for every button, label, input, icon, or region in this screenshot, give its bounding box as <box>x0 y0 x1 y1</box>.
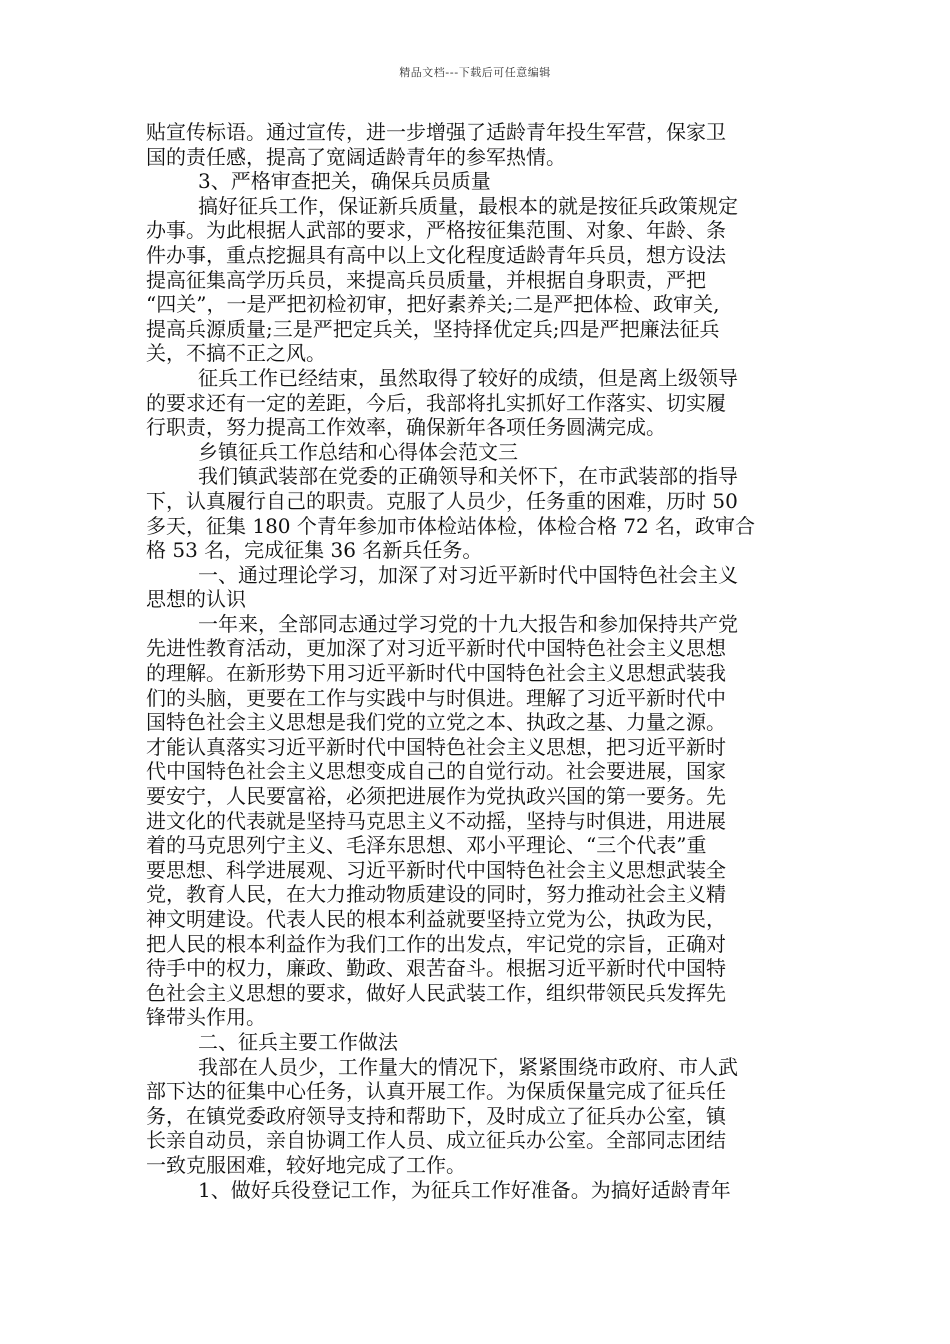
text-line: 件办事，重点挖掘具有高中以上文化程度适龄青年兵员，想方设法 <box>146 242 726 267</box>
text-line: 行职责，努力提高工作效率，确保新年各项任务圆满完成。 <box>146 415 666 440</box>
text-line: 要安宁，人民要富裕，必须把进展作为党执政兴国的第一要务。先 <box>146 784 726 809</box>
text-line: 国特色社会主义思想是我们党的立党之本、执政之基、力量之源。 <box>146 710 726 735</box>
text-line: 国的责任感，提高了宽阔适龄青年的参军热情。 <box>146 144 566 169</box>
text-line: 部下达的征集中心任务，认真开展工作。为保质保量完成了征兵任 <box>146 1079 726 1104</box>
text-line: 搞好征兵工作，保证新兵质量，最根本的就是按征兵政策规定 <box>198 193 738 218</box>
text-line: 把人民的根本利益作为我们工作的出发点，牢记党的宗旨，正确对 <box>146 931 726 956</box>
text-line: 思想的认识 <box>146 587 246 612</box>
text-line: 二、征兵主要工作做法 <box>198 1029 398 1054</box>
text-line: 3、严格审查把关，确保兵员质量 <box>198 169 491 194</box>
text-line: 多天，征集 180 个青年参加市体检站体检，体检合格 72 名，政审合 <box>146 513 756 538</box>
text-line: 着的马克思列宁主义、毛泽东思想、邓小平理论、“三个代表”重 <box>146 833 707 858</box>
text-line: 一致克服困难，较好地完成了工作。 <box>146 1152 466 1177</box>
text-line: 先进性教育活动，更加深了对习近平新时代中国特色社会主义思想 <box>146 636 726 661</box>
text-line: 关，不搞不正之风。 <box>146 341 326 366</box>
text-line: 们的头脑，更要在工作与实践中与时俱进。理解了习近平新时代中 <box>146 685 726 710</box>
text-line: 格 53 名，完成征集 36 名新兵任务。 <box>146 538 483 563</box>
page-header: 精品文档---下载后可任意编辑 <box>399 66 551 79</box>
text-line: 锋带头作用。 <box>146 1005 266 1030</box>
text-line: 1、做好兵役登记工作，为征兵工作好准备。为搞好适龄青年 <box>198 1177 731 1202</box>
text-line: 提高征集高学历兵员，来提高兵员质量，并根据自身职责，严把 <box>146 267 706 292</box>
text-line: “四关”，一是严把初检初审，把好素养关;二是严把体检、政审关, <box>146 292 720 317</box>
text-line: 征兵工作已经结束，虽然取得了较好的成绩，但是离上级领导 <box>198 365 738 390</box>
text-line: 待手中的权力，廉政、勤政、艰苦奋斗。根据习近平新时代中国特 <box>146 956 726 981</box>
text-line: 的理解。在新形势下用习近平新时代中国特色社会主义思想武装我 <box>146 661 726 686</box>
text-line: 才能认真落实习近平新时代中国特色社会主义思想，把习近平新时 <box>146 734 726 759</box>
text-line: 要思想、科学进展观、习近平新时代中国特色社会主义思想武装全 <box>146 857 726 882</box>
text-line: 乡镇征兵工作总结和心得体会范文三 <box>198 439 518 464</box>
text-line: 下，认真履行自己的职责。克服了人员少，任务重的困难，历时 50 <box>146 488 738 513</box>
text-line: 代中国特色社会主义思想变成自己的自觉行动。社会要进展，国家 <box>146 759 726 784</box>
text-line: 我们镇武装部在党委的正确领导和关怀下，在市武装部的指导 <box>198 464 738 489</box>
document-body <box>146 120 806 1202</box>
text-line: 一、通过理论学习，加深了对习近平新时代中国特色社会主义 <box>198 562 738 587</box>
text-line: 长亲自动员，亲自协调工作人员、成立征兵办公室。全部同志团结 <box>146 1128 726 1153</box>
text-line: 提高兵源质量;三是严把定兵关，坚持择优定兵;四是严把廉法征兵 <box>146 316 720 341</box>
text-line: 办事。为此根据人武部的要求，严格按征集范围、对象、年龄、条 <box>146 218 726 243</box>
text-line: 务，在镇党委政府领导支持和帮助下，及时成立了征兵办公室，镇 <box>146 1103 726 1128</box>
text-line: 我部在人员少，工作量大的情况下，紧紧围绕市政府、市人武 <box>198 1054 738 1079</box>
text-line: 一年来，全部同志通过学习党的十九大报告和参加保持共产党 <box>198 611 738 636</box>
text-line: 的要求还有一定的差距，今后，我部将扎实抓好工作落实、切实履 <box>146 390 726 415</box>
text-line: 贴宣传标语。通过宣传，进一步增强了适龄青年投生军营，保家卫 <box>146 120 726 144</box>
text-line: 神文明建设。代表人民的根本利益就要坚持立党为公，执政为民， <box>146 907 726 931</box>
text-line: 进文化的代表就是坚持马克思主义不动摇，坚持与时俱进，用进展 <box>146 808 726 833</box>
text-line: 党，教育人民，在大力推动物质建设的同时，努力推动社会主义精 <box>146 882 726 907</box>
text-line: 色社会主义思想的要求，做好人民武装工作，组织带领民兵发挥先 <box>146 980 726 1005</box>
